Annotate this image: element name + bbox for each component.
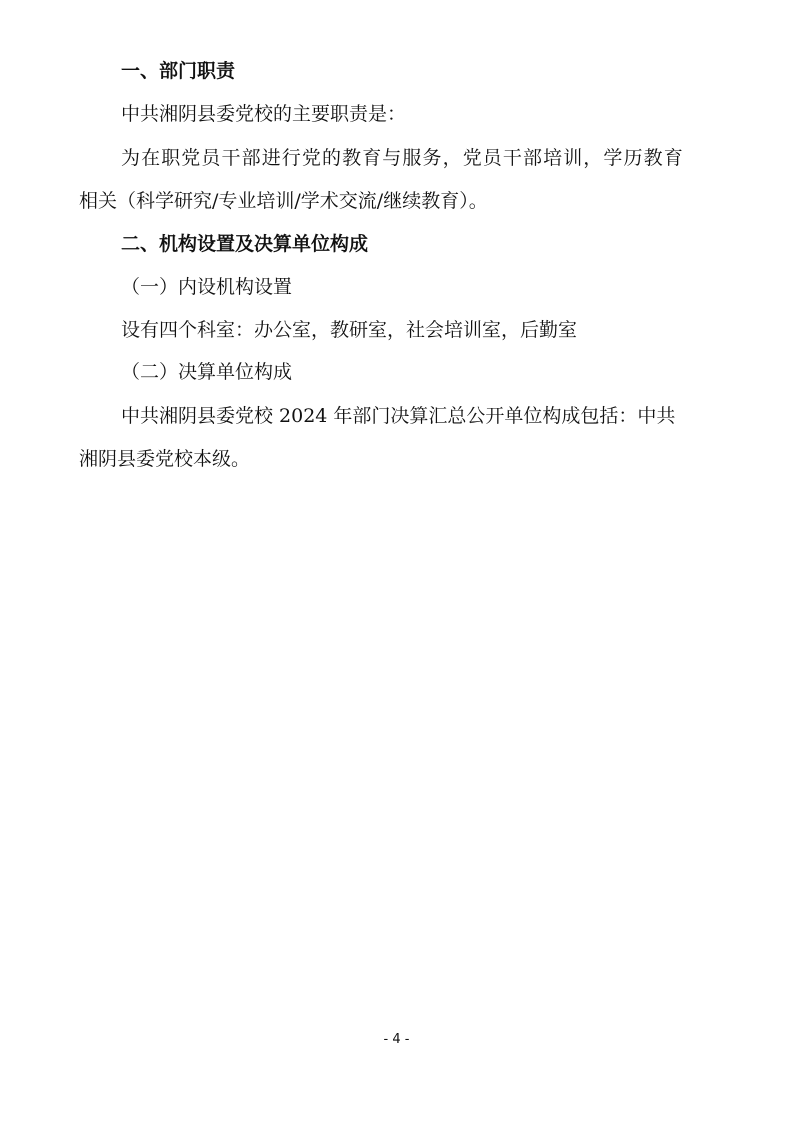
- page-number: - 4 -: [383, 1032, 410, 1047]
- section1-intro: 中共湘阴县委党校的主要职责是：: [121, 103, 407, 125]
- section1-body-line1: 为在职党员干部进行党的教育与服务，党员干部培训，学历教育: [121, 147, 684, 169]
- sub2-heading: （二）决算单位构成: [121, 361, 293, 383]
- sub2-body-line2: 湘阴县委党校本级。: [79, 448, 251, 470]
- sub2-body-line1: 中共湘阴县委党校 2024 年部门决算汇总公开单位构成包括：中共: [121, 405, 676, 427]
- sub1-heading: （一）内设机构设置: [121, 276, 293, 298]
- section1-heading: 一、部门职责: [121, 60, 236, 82]
- sub1-body: 设有四个科室：办公室，教研室，社会培训室，后勤室: [121, 319, 578, 341]
- section2-heading: 二、机构设置及决算单位构成: [121, 233, 369, 255]
- section1-body-line2: 相关（科学研究/专业培训/学术交流/继续教育）。: [79, 190, 488, 212]
